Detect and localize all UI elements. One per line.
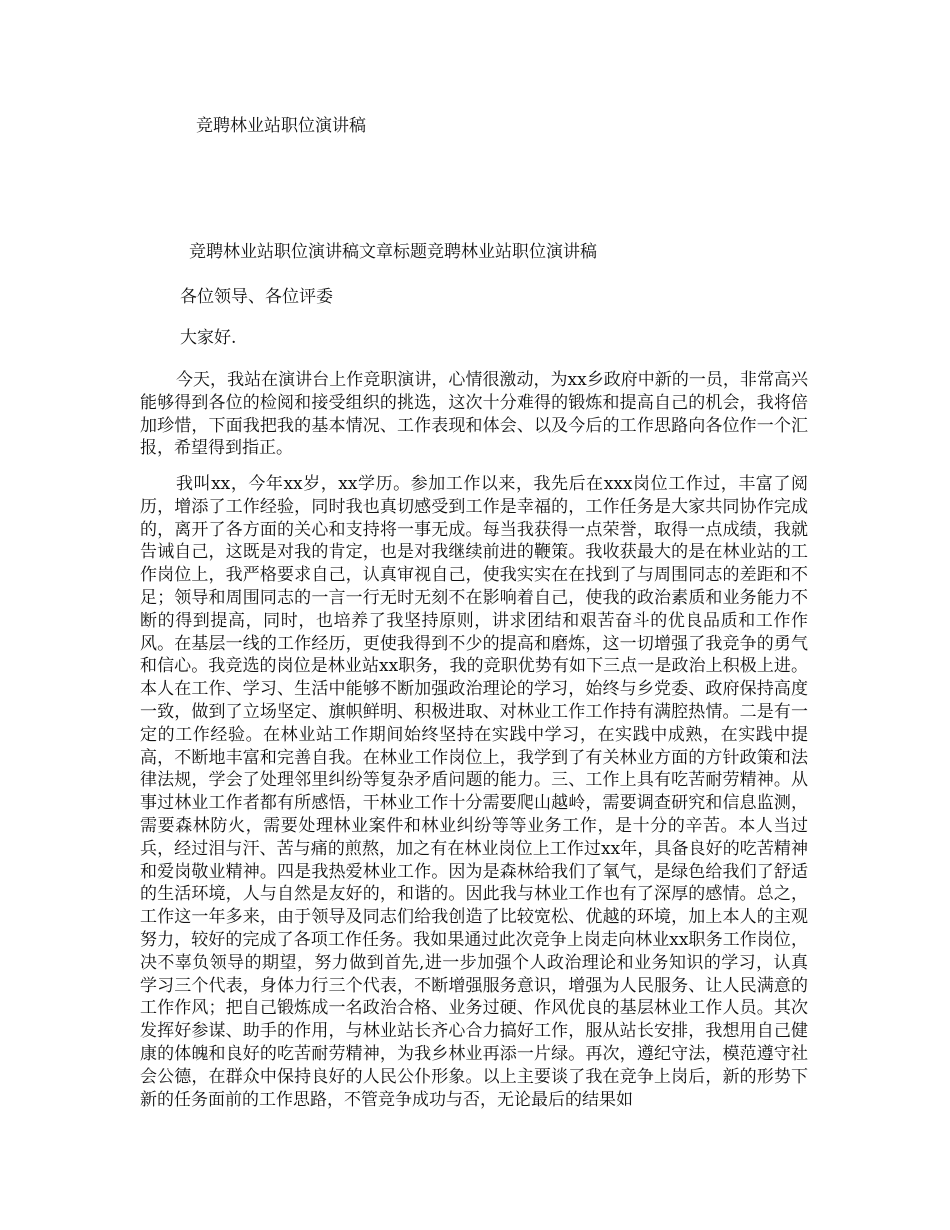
article-title: 竞聘林业站职位演讲稿文章标题竞聘林业站职位演讲稿 — [189, 242, 597, 262]
body-paragraph-2: 我叫xx，今年xx岁，xx学历。参加工作以来，我先后在xxx岗位工作过，丰富了阅历，增添了工作经验，同时我也真切感受到工作是幸福的，工作任务是大家共同协作完成的，离开了各方面的关心和支持将一事无成。每当我获得一点荣誉，取得一点成绩，我就告诫自己，这既是对我的肯定，也是对我继续前进的鞭策。我收获最大的是在林业站的工作岗位上，我严格要求自己，认真审视自己，使我实实在在找到了与周围同志的差距和不足；领导和周围同志的一言一行无时无刻不在影响着自己，使我的政治素质和业务能力不断的得到提高，同时，也培养了我坚持原则，讲求团结和艰苦奋斗的优良品质和工作作风。在基层一线的工作经历，更使我得到不少的提高和磨炼，这一切增强了我竞争的勇气和信心。我竞选的岗位是林业站xx职务，我的竞职优势有如下三点一是政治上积极上进。本人在工作、学习、生活中能够不断加强政治理论的学习，始终与乡党委、政府保持高度一致，做到了立场坚定、旗帜鲜明、积极进取、对林业工作工作持有满腔热情。二是有一定的工作经验。在林业站工作期间始终坚持在实践中学习，在实践中成熟，在实践中提高，不断地丰富和完善自我。在林业工作岗位上，我学到了有关林业方面的方针政策和法律法规，学会了处理邻里纠纷等复杂矛盾问题的能力。三、工作上具有吃苦耐劳精神。从事过林业工作者都有所感悟，干林业工作十分需要爬山越岭，需要调查研究和信息监测，需要森林防火，需要处理林业案件和林业纠纷等等业务工作，是十分的辛苦。本人当过兵，经过泪与汗、苦与痛的煎熬，加之有在林业岗位上工作过xx年，具备良好的吃苦精神和爱岗敬业精神。四是我热爱林业工作。因为是森林给我们了氧气，是绿色给我们了舒适的生活环境，人与自然是友好的，和谐的。因此我与林业工作也有了深厚的感情。总之，工作这一年多来，由于领导及同志们给我创造了比较宽松、优越的环境，加上本人的主观努力，较好的完成了各项工作任务。我如果通过此次竞争上岗走向林业xx职务工作岗位，决不辜负领导的期望，努力做到首先,进一步加强个人政治理论和业务知识的学习，认真学习三个代表，身体力行三个代表，不断增强服务意识，增强为人民服务、让人民满意的工作作风；把自己锻炼成一名政治合格、业务过硬、作风优良的基层林业工作人员。其次发挥好参谋、助手的作用，与林业站长齐心合力搞好工作，服从站长安排，我想用自己健康的体魄和良好的吃苦耐劳精神，为我乡林业再添一片绿。再次，遵纪守法，模范遵守社会公德，在群众中保持良好的人民公仆形象。以上主要谈了我在竞争上岗后，新的形势下新的任务面前的工作思路，不管竞争成功与否，无论最后的结果如 — [140, 474, 808, 1110]
salutation: 各位领导、各位评委 — [180, 287, 333, 307]
greeting: 大家好. — [180, 328, 237, 348]
body-paragraph-1: 今天，我站在演讲台上作竞职演讲，心情很激动，为xx乡政府中新的一员，非常高兴能够得到各位的检阅和接受组织的挑选，这次十分难得的锻炼和提高自己的机会，我将倍加珍惜，下面我把我的基本情况、工作表现和体会、以及今后的工作思路向各位作一个汇报，希望得到指正。 — [140, 370, 808, 459]
document-header-title: 竞聘林业站职位演讲稿 — [196, 116, 366, 136]
